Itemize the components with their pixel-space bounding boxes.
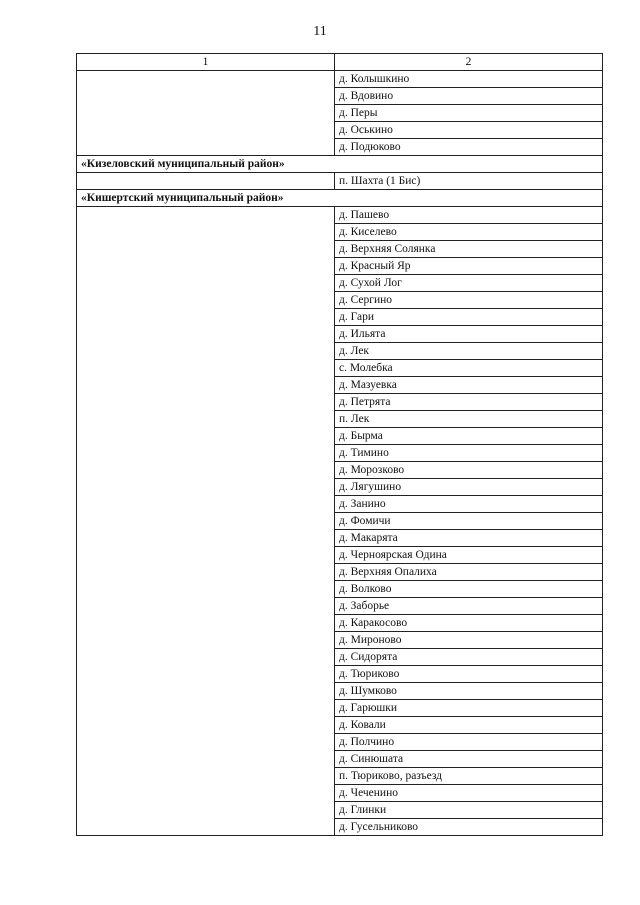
settlement-cell: д. Сухой Лог (335, 275, 603, 292)
settlement-cell: д. Сергино (335, 292, 603, 309)
settlement-cell: д. Волково (335, 581, 603, 598)
settlement-cell: д. Колышкино (335, 71, 603, 88)
settlement-cell: д. Подюково (335, 139, 603, 156)
empty-cell (77, 173, 335, 190)
settlement-cell: д. Бырма (335, 428, 603, 445)
settlement-cell: д. Чеченино (335, 785, 603, 802)
settlement-cell: д. Красный Яр (335, 258, 603, 275)
settlement-cell: п. Тюриково, разъезд (335, 768, 603, 785)
table-body (77, 71, 603, 836)
settlement-cell: д. Верхняя Опалиха (335, 564, 603, 581)
table-header-row (77, 54, 603, 71)
column-header-1: 1 (77, 54, 335, 71)
settlement-cell: д. Лягушино (335, 479, 603, 496)
settlement-cell: д. Морозково (335, 462, 603, 479)
settlement-cell: д. Вдовино (335, 88, 603, 105)
empty-cell (77, 71, 335, 156)
settlement-cell: д. Мироново (335, 632, 603, 649)
settlement-cell: д. Гусельниково (335, 819, 603, 836)
region-row (77, 156, 603, 173)
settlement-cell: д. Лек (335, 343, 603, 360)
empty-cell (77, 207, 335, 836)
region-name: «Кизеловский муниципальный район» (77, 156, 603, 173)
settlement-cell: д. Сидорята (335, 649, 603, 666)
table-row (77, 71, 603, 88)
settlement-cell: д. Петрята (335, 394, 603, 411)
page-number: 11 (313, 24, 327, 39)
settlement-cell: д. Макарята (335, 530, 603, 547)
table-row (77, 207, 603, 224)
settlement-cell: д. Фомичи (335, 513, 603, 530)
settlement-cell: д. Перы (335, 105, 603, 122)
settlement-cell: д. Мазуевка (335, 377, 603, 394)
settlement-cell: д. Тимино (335, 445, 603, 462)
settlement-cell: д. Тюриково (335, 666, 603, 683)
settlement-cell: д. Верхняя Солянка (335, 241, 603, 258)
settlement-cell: д. Оськино (335, 122, 603, 139)
region-row (77, 190, 603, 207)
settlement-cell: с. Молебка (335, 360, 603, 377)
settlement-cell: д. Полчино (335, 734, 603, 751)
settlement-cell: д. Ильята (335, 326, 603, 343)
settlements-table (76, 53, 603, 836)
settlement-cell: д. Гари (335, 309, 603, 326)
table-row (77, 173, 603, 190)
settlement-cell: д. Синюшата (335, 751, 603, 768)
settlement-cell: п. Лек (335, 411, 603, 428)
settlement-cell: д. Гарюшки (335, 700, 603, 717)
settlement-cell: д. Заборье (335, 598, 603, 615)
region-name: «Кишертский муниципальный район» (77, 190, 603, 207)
settlement-cell: д. Ковали (335, 717, 603, 734)
settlement-cell: п. Шахта (1 Бис) (335, 173, 603, 190)
settlement-cell: д. Занино (335, 496, 603, 513)
settlement-cell: д. Шумково (335, 683, 603, 700)
settlement-cell: д. Каракосово (335, 615, 603, 632)
column-header-2: 2 (335, 54, 603, 71)
settlement-cell: д. Глинки (335, 802, 603, 819)
settlement-cell: д. Пашево (335, 207, 603, 224)
settlement-cell: д. Киселево (335, 224, 603, 241)
settlement-cell: д. Черноярская Одина (335, 547, 603, 564)
